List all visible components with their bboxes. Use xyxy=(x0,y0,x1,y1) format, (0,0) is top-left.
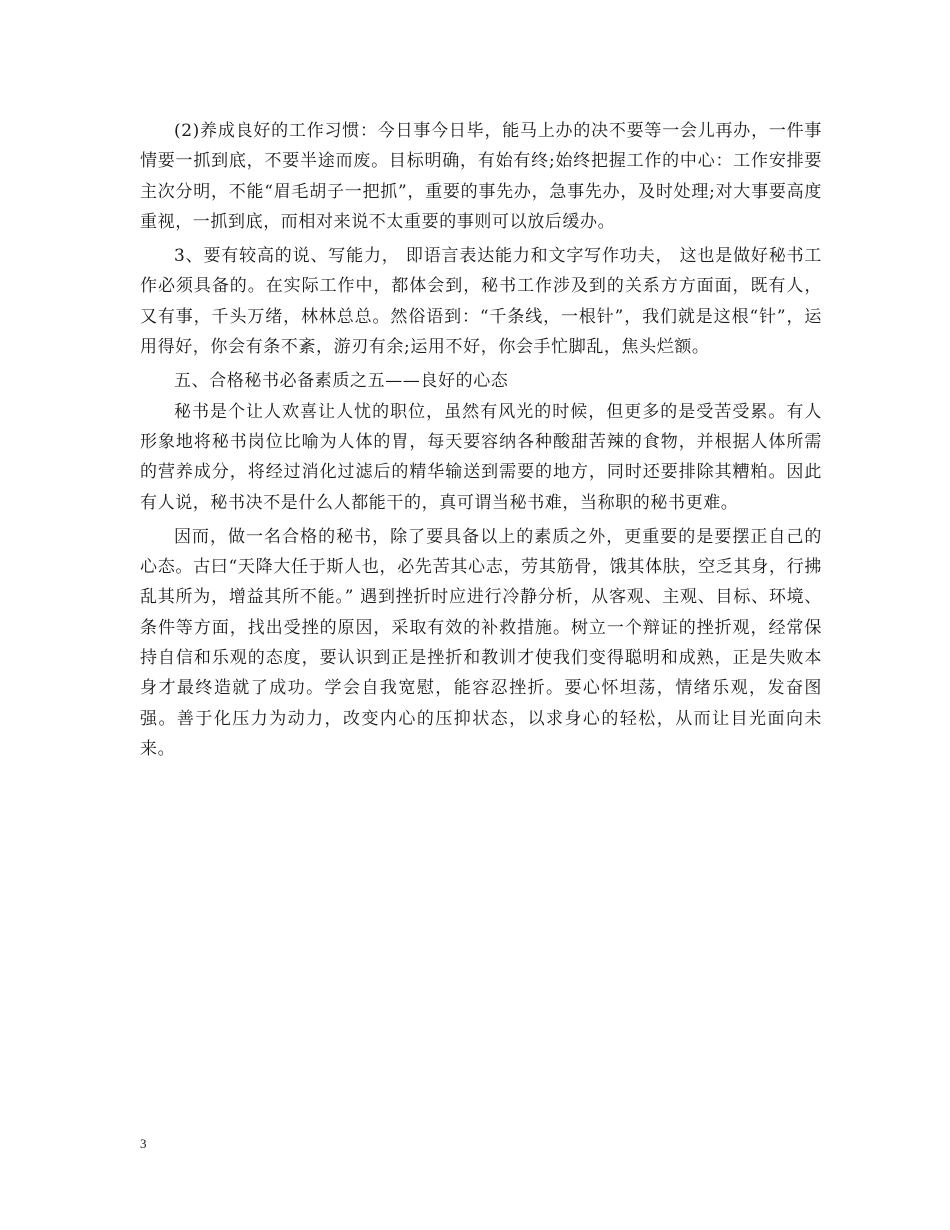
paragraph-secretary-role: 秘书是个让人欢喜让人忧的职位，虽然有风光的时候，但更多的是受苦受累。有人形象地将秘书岗位比喻为人体的胃，每天要容纳各种酸甜苦辣的食物，并根据人体所需的营养成分，将经过消化过滤后的精华输送到需要的地方，同时还要排除其糟粕。因此有人说，秘书决不是什么人都能干的，真可谓当秘书难，当称职的秘书更难。 xyxy=(140,401,822,513)
paragraph-speaking-writing: 3、要有较高的说、写能力， 即语言表达能力和文字写作功夫， 这也是做好秘书工作必须具备的。在实际工作中，都体会到，秘书工作涉及到的关系方方面面，既有人，又有事，千头万绪，林林总总。然俗语到：“千条线，一根针”，我们就是这根“针”，运用得好，你会有条不紊，游刃有余;运用不好，你会手忙脚乱，焦头烂额。 xyxy=(140,246,822,358)
paragraph-work-habits: (2)养成良好的工作习惯：今日事今日毕，能马上办的决不要等一会儿再办，一件事情要一抓到底，不要半途而废。目标明确，有始有终;始终把握工作的中心：工作安排要主次分明，不能“眉毛胡子一把抓”，重要的事先办，急事先办，及时处理;对大事要高度重视，一抓到底，而相对来说不太重要的事则可以放后缓办。 xyxy=(140,121,822,232)
section-heading-mindset: 五、合格秘书必备素质之五——良好的心态 xyxy=(174,371,509,392)
paragraph-mindset: 因而，做一名合格的秘书，除了要具备以上的素质之外，更重要的是要摆正自己的心态。古曰“天降大任于斯人也，必先苦其心志，劳其筋骨，饿其体肤，空乏其身，行拂乱其所为，增益其所不能。” 遇到挫折时应进行冷静分析，从客观、主观、目标、环境、条件等方面，找出受挫的原因，采取有效的补救措施。树立一个辩证的挫折观，经常保持自信和乐观的态度，要认识到正是挫折和教训才使我们变得聪明和成熟，正是失败本身才最终造就了成功。学会自我宽慰，能容忍挫折。要心怀坦荡，情绪乐观，发奋图强。善于化压力为动力，改变内心的压抑状态，以求身心的轻松，从而让目光面向未来。 xyxy=(140,526,822,759)
document-body xyxy=(140,116,822,764)
page-number: 3 xyxy=(140,1136,147,1151)
